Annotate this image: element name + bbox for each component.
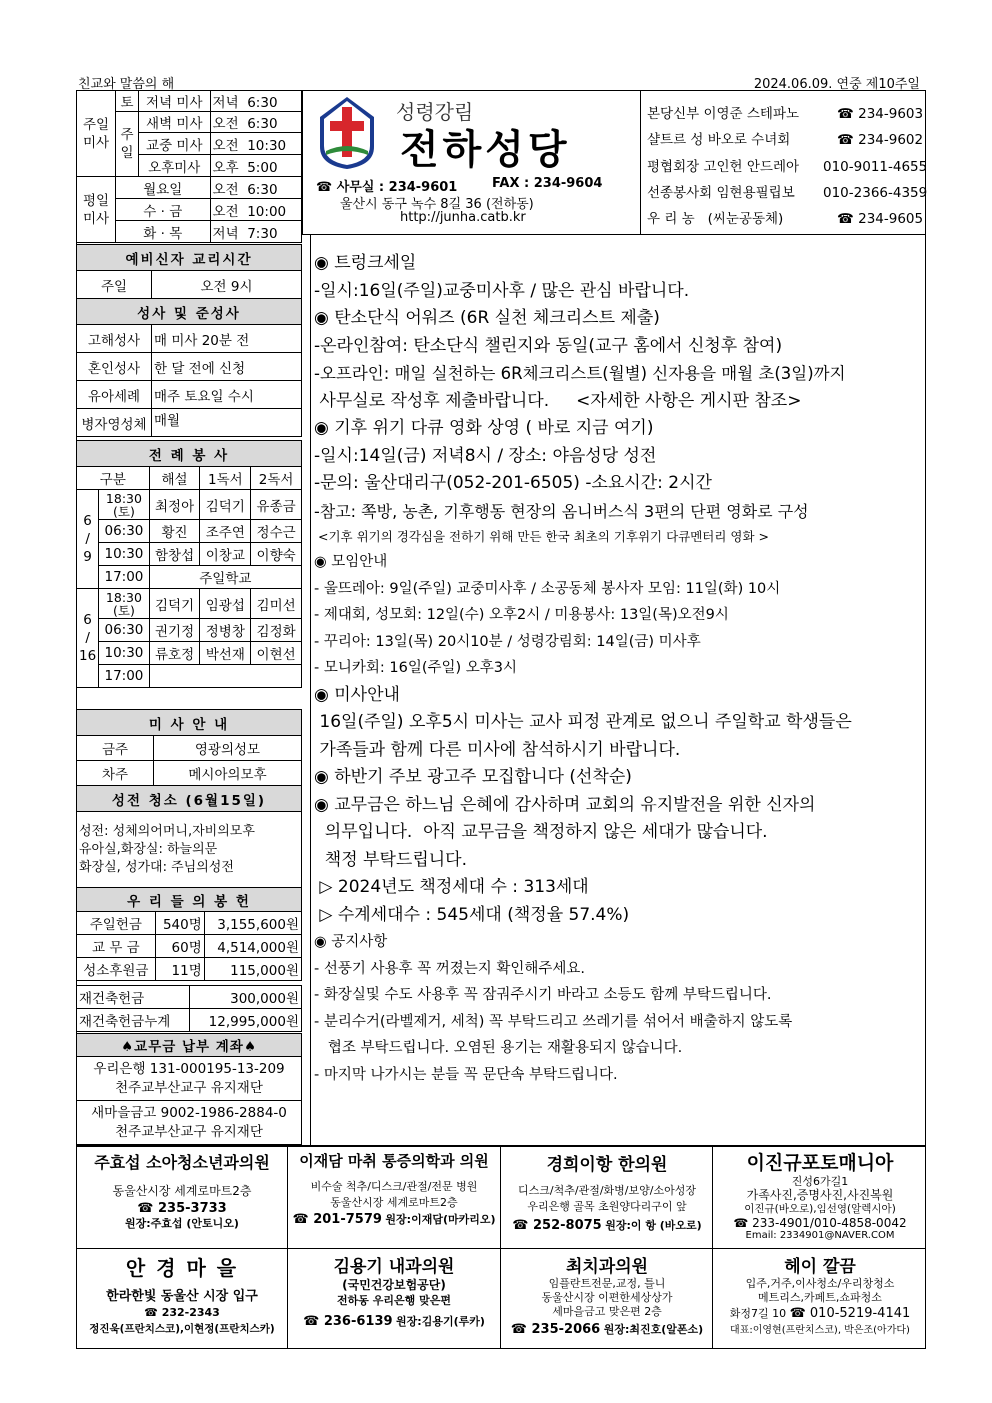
mass-guide-table bbox=[76, 709, 302, 888]
time-cell: 18:30 (토) bbox=[99, 589, 150, 619]
notice-line: ◉ 교무금은 하느님 은혜에 감사하며 교회의 유지발전을 위한 신자의 bbox=[314, 794, 816, 815]
mass-guide-value: 메시아의모후 bbox=[154, 761, 302, 786]
sacrament-value: 매월 bbox=[152, 409, 302, 437]
account-table bbox=[76, 1033, 302, 1145]
time-cell: 17:00 bbox=[99, 566, 150, 589]
sacrament-value: 한 달 전에 신청 bbox=[152, 353, 302, 381]
notice-line: - 모니카회: 16일(주일) 오후3시 bbox=[314, 660, 518, 676]
offering-amount: 115,000원 bbox=[204, 958, 301, 981]
name-cell: 이향숙 bbox=[251, 543, 302, 566]
account-1: 우리은행 131-000195-13-209 천주교부산교구 유지재단 bbox=[77, 1057, 302, 1101]
notice-line: ◉ 미사안내 bbox=[314, 684, 400, 705]
ad-box: 주효섭 소아청소년과의원 동울산시장 세계로마트2층 ☎ 235-3733 원장:주효섭 (안토니오) bbox=[94, 1153, 270, 1230]
time-cell: 18:30 (토) bbox=[99, 490, 150, 520]
offering-count: 540명 bbox=[155, 912, 204, 935]
mass-schedule-table bbox=[76, 90, 302, 243]
ad-box: 이진규포토매니아 진성6가길1 가족사진,증명사진,사진복원 이진규(바오로),임선영(알렉시아) ☎ 233-4901/010-4858-0042 Email: 2334901@NAVER.COM bbox=[733, 1152, 907, 1241]
divider bbox=[500, 1146, 501, 1349]
mass-name: 저녁 미사 bbox=[139, 91, 211, 112]
notice-line: - 제대회, 성모회: 12일(수) 오후2시 / 미용봉사: 13일(목)오전9시 bbox=[314, 607, 729, 623]
church-address: 울산시 동구 녹수 8길 36 (전하동) bbox=[340, 197, 534, 212]
notice-line: -일시:14일(금) 저녁8시 / 장소: 야음성당 성전 bbox=[314, 445, 657, 466]
name-cell: 조주연 bbox=[200, 520, 251, 543]
divider bbox=[302, 234, 926, 235]
notice-line: ◉ 하반기 주보 광고주 모집합니다 (선착순) bbox=[314, 767, 632, 787]
mass-guide-key: 금주 bbox=[77, 736, 154, 761]
weekday-mass-label: 평일 미사 bbox=[77, 177, 116, 243]
mass-time: 저녁 7:30 bbox=[210, 221, 301, 243]
altar-header: 구분 bbox=[77, 467, 150, 490]
mass-guide-value: 영광의성모 bbox=[154, 736, 302, 761]
mass-time: 오전 6:30 bbox=[210, 112, 301, 133]
account-2: 새마을금고 9002-1986-2884-0 천주교부산교구 유지재단 bbox=[77, 1101, 302, 1145]
saturday-label: 토 bbox=[116, 91, 139, 112]
notice-line: 협조 부탁드립니다. 오염된 용기는 재활용되지 않습니다. bbox=[314, 1040, 683, 1056]
notice-line: - 분리수거(라벨제거, 세척) 꼭 부탁드리고 쓰레기를 섞어서 배출하지 않도록 bbox=[314, 1013, 793, 1030]
mass-time: 오전 6:30 bbox=[210, 177, 301, 199]
divider bbox=[287, 1146, 288, 1349]
notice-line: ◉ 기후 위기 다큐 영화 상영 ( 바로 지금 여기) bbox=[314, 418, 654, 438]
catechumen-table bbox=[76, 244, 302, 437]
name-cell: 박선재 bbox=[200, 642, 251, 665]
notice-line: 16일(주일) 오후5시 미사는 교사 피정 관계로 없으니 주일학교 학생들은 bbox=[314, 712, 852, 732]
name-cell: 이창교 bbox=[200, 543, 251, 566]
mass-name: 새벽 미사 bbox=[139, 112, 211, 133]
merged-cell: 주일학교 bbox=[149, 566, 301, 589]
name-cell: 권기정 bbox=[149, 619, 200, 642]
name-cell: 최정아 bbox=[149, 490, 200, 520]
time-cell: 10:30 bbox=[99, 543, 150, 566]
catechumen-time: 오전 9시 bbox=[152, 271, 302, 299]
staff-item: 평협회장 고인헌 안드레아 010-9011-4655 bbox=[647, 158, 928, 175]
offering-count: 11명 bbox=[155, 958, 204, 981]
staff-item: 우 리 농 (씨눈공동체) ☎ 234-9605 bbox=[647, 211, 924, 228]
offering-name: 주일헌금 bbox=[77, 912, 156, 935]
divider bbox=[76, 1248, 926, 1249]
mass-name: 수 · 금 bbox=[116, 199, 211, 221]
name-cell: 김덕기 bbox=[149, 589, 200, 619]
altar-header: 1독서 bbox=[200, 467, 251, 490]
church-cross-logo bbox=[318, 95, 376, 171]
rebuild-name: 재건축헌금 bbox=[77, 986, 190, 1009]
name-cell: 김정화 bbox=[251, 619, 302, 642]
sacrament-name: 고해성사 bbox=[77, 325, 152, 353]
mass-time: 오후 5:00 bbox=[210, 155, 301, 177]
offering-table bbox=[76, 887, 302, 981]
rebuild-amount: 300,000원 bbox=[190, 986, 302, 1009]
notices bbox=[314, 250, 920, 1088]
staff-item: 선종봉사회 임현용필립보 010-2366-4359 bbox=[647, 184, 928, 201]
name-cell: 유종금 bbox=[251, 490, 302, 520]
ad-box: 최치과의원 임플란트전문,교정, 틀니 동울산시장 이편한세상상가 세마을금고 맞은편 2층 ☎ 235-2066 원장:최진호(알폰소) bbox=[510, 1257, 704, 1337]
header-left: 친교와 말씀의 해 bbox=[78, 77, 175, 92]
mass-name: 화 · 목 bbox=[116, 221, 211, 243]
offering-amount: 4,514,000원 bbox=[204, 935, 301, 958]
notice-line: - 화장실및 수도 사용후 꼭 잠궈주시기 바라고 소등도 함께 부탁드립니다. bbox=[314, 987, 772, 1003]
church-fax: FAX : 234-9604 bbox=[492, 176, 603, 191]
notice-line: 책정 부탁드립니다. bbox=[314, 849, 467, 870]
notice-line: 사무실로 작성후 제출바랍니다. <자세한 사항은 게시판 참조> bbox=[314, 390, 802, 411]
name-cell: 이현선 bbox=[251, 642, 302, 665]
week2-label: 6 / 16 bbox=[77, 589, 99, 688]
cleaning-line: 화장실, 성가대: 주님의성전 bbox=[79, 859, 234, 875]
mass-time: 저녁 6:30 bbox=[210, 91, 301, 112]
notice-line: -일시:16일(주일)교중미사후 / 많은 관심 바랍니다. bbox=[314, 280, 690, 301]
ad-box: 김용기 내과의원 (국민건강보험공단) 전하동 우리은행 맞은편 ☎ 236-6139 원장:김용기(루카) bbox=[303, 1257, 485, 1329]
merged-cell bbox=[149, 665, 301, 688]
time-cell: 06:30 bbox=[99, 520, 150, 543]
rebuild-amount: 12,995,000원 bbox=[190, 1009, 302, 1032]
notice-line: 의무입니다. 아직 교무금을 책정하지 않은 세대가 많습니다. bbox=[314, 822, 768, 842]
notice-line: - 선풍기 사용후 꼭 꺼졌는지 확인해주세요. bbox=[314, 960, 586, 977]
notice-line: ▷ 2024년도 책정세대 수 : 313세대 bbox=[314, 877, 589, 897]
offering-name: 교 무 금 bbox=[77, 935, 156, 958]
church-office: ☎ 사무실 : 234-9601 bbox=[316, 180, 458, 195]
rebuild-name: 재건축헌금누계 bbox=[77, 1009, 190, 1032]
cleaning-body bbox=[77, 812, 302, 888]
notice-line: -문의: 울산대리구(052-201-6505) -소요시간: 2시간 bbox=[314, 473, 712, 493]
notice-line: 가족들과 함께 다른 미사에 참석하시기 바랍니다. bbox=[314, 739, 681, 760]
name-cell: 김미선 bbox=[251, 589, 302, 619]
mass-time: 오전 10:00 bbox=[210, 199, 301, 221]
notice-line: - 꾸리아: 13일(목) 20시10분 / 성령강림회: 14일(금) 미사후 bbox=[314, 633, 701, 650]
sunday-mass-label: 주일 미사 bbox=[77, 91, 116, 177]
rebuild-table bbox=[76, 985, 302, 1032]
sacraments-title: 성사 및 준성사 bbox=[77, 299, 302, 325]
name-cell: 정수근 bbox=[251, 520, 302, 543]
mass-guide-title: 미 사 안 내 bbox=[77, 710, 302, 736]
offering-amount: 3,155,600원 bbox=[204, 912, 301, 935]
ad-box: 헤이 깔끔 입주,거주,이사청소/우리창청소 메트리스,카페트,쇼파청소 화정7길 10 ☎ 010-5219-4141 대표:이영현(프란치스코), 박은조(아가다) bbox=[729, 1257, 911, 1336]
catechumen-title: 예비신자 교리시간 bbox=[77, 245, 302, 271]
time-cell: 17:00 bbox=[99, 665, 150, 688]
catechumen-day: 주일 bbox=[77, 271, 152, 299]
notice-line: - 마지막 나가시는 분들 꼭 문단속 부탁드립니다. bbox=[314, 1066, 618, 1083]
mass-time: 오전 10:30 bbox=[210, 133, 301, 155]
altar-header: 2독서 bbox=[251, 467, 302, 490]
sacrament-value: 매 미사 20분 전 bbox=[152, 325, 302, 353]
notice-line: -참고: 쪽방, 농촌, 기후행동 현장의 옴니버스식 3편의 단편 영화로 구성 bbox=[314, 501, 809, 521]
church-subtitle: 성령강림 bbox=[396, 100, 474, 124]
church-url[interactable]: http://junha.catb.kr bbox=[400, 210, 526, 225]
notice-line: ▷ 수계세대수 : 545세대 (책정율 57.4%) bbox=[314, 904, 630, 925]
staff-item: 본당신부 이영준 스테파노 ☎ 234-9603 bbox=[647, 106, 924, 122]
divider bbox=[310, 234, 311, 1146]
sacrament-name: 유아세례 bbox=[77, 381, 152, 409]
offering-count: 60명 bbox=[155, 935, 204, 958]
name-cell: 김덕기 bbox=[200, 490, 251, 520]
notice-line: ◉ 탄소단식 어워즈 (6R 실천 체크리스트 제출) bbox=[314, 308, 660, 328]
church-name: 전하성당 bbox=[400, 126, 571, 173]
notice-line: <기후 위기의 경각심을 전하기 위해 만든 한국 최초의 기후위기 다큐멘터리 영화 > bbox=[314, 529, 770, 544]
mass-name: 오후미사 bbox=[139, 155, 211, 177]
notice-line: ◉ 트렁크세일 bbox=[314, 253, 417, 273]
mass-guide-key: 차주 bbox=[77, 761, 154, 786]
sunday-label: 주 일 bbox=[116, 112, 139, 177]
name-cell: 함창섭 bbox=[149, 543, 200, 566]
cleaning-line: 성전: 성체의어머니,자비의모후 bbox=[79, 823, 255, 839]
offering-name: 성소후원금 bbox=[77, 958, 156, 981]
account-title: ♠교무금 납부 계좌♠ bbox=[77, 1034, 302, 1057]
ad-box: 안 경 마 을 한라한빛 동울산 시장 입구 ☎ 232-2343 정진욱(프란치스코),이현정(프란치스카) bbox=[89, 1256, 275, 1335]
notice-line: ◉ 공지사항 bbox=[314, 934, 388, 950]
staff-list bbox=[647, 101, 927, 232]
divider bbox=[712, 1146, 713, 1349]
name-cell: 정병창 bbox=[200, 619, 251, 642]
mass-name: 교중 미사 bbox=[139, 133, 211, 155]
notice-line: - 울뜨레아: 9일(주일) 교중미사후 / 소공동체 봉사자 모임: 11일(화) 10시 bbox=[314, 580, 781, 597]
notice-line: ◉ 모임안내 bbox=[314, 554, 388, 570]
altar-title: 전 례 봉 사 bbox=[77, 441, 302, 467]
ad-box: 이재담 마취 통증의학과 의원 비수술 척추/디스크/관절/전문 병원 동울산시장 세계로마트2층 ☎ 201-7579 원장:이재담(마카리오) bbox=[292, 1152, 496, 1227]
staff-item: 샬트르 성 바오로 수녀회 ☎ 234-9602 bbox=[647, 132, 924, 149]
time-cell: 06:30 bbox=[99, 619, 150, 642]
week1-label: 6 / 9 bbox=[77, 490, 99, 589]
notice-line: -온라인참여: 탄소단식 챌린지와 동일(교구 홈에서 신청후 참여) bbox=[314, 335, 783, 356]
altar-service-table bbox=[76, 440, 302, 688]
cleaning-title: 성전 청소 (6월15일) bbox=[77, 786, 302, 812]
cleaning-line: 유아실,화장실: 하늘의문 bbox=[79, 841, 218, 857]
sacrament-value: 매주 토요일 수시 bbox=[152, 381, 302, 409]
name-cell: 류호정 bbox=[149, 642, 200, 665]
altar-header: 해설 bbox=[149, 467, 200, 490]
name-cell: 임광섭 bbox=[200, 589, 251, 619]
divider bbox=[302, 90, 303, 234]
header-right: 2024.06.09. 연중 제10주일 bbox=[753, 77, 920, 92]
sacrament-name: 병자영성체 bbox=[77, 409, 152, 437]
time-cell: 10:30 bbox=[99, 642, 150, 665]
offering-title: 우 리 들 의 봉 헌 bbox=[77, 888, 302, 912]
mass-name: 월요일 bbox=[116, 177, 211, 199]
ad-box: 경희이항 한의원 디스크/척추/관절/화병/보양/소아성장 우리은행 골목 초원양다리구이 앞 ☎ 252-8075 원장:이 항 (바오로) bbox=[512, 1155, 702, 1233]
name-cell: 황진 bbox=[149, 520, 200, 543]
sacrament-name: 혼인성사 bbox=[77, 353, 152, 381]
notice-line: -오프라인: 매일 실천하는 6R체크리스트(월별) 신자용을 매월 초(3일)까지 bbox=[314, 364, 846, 383]
